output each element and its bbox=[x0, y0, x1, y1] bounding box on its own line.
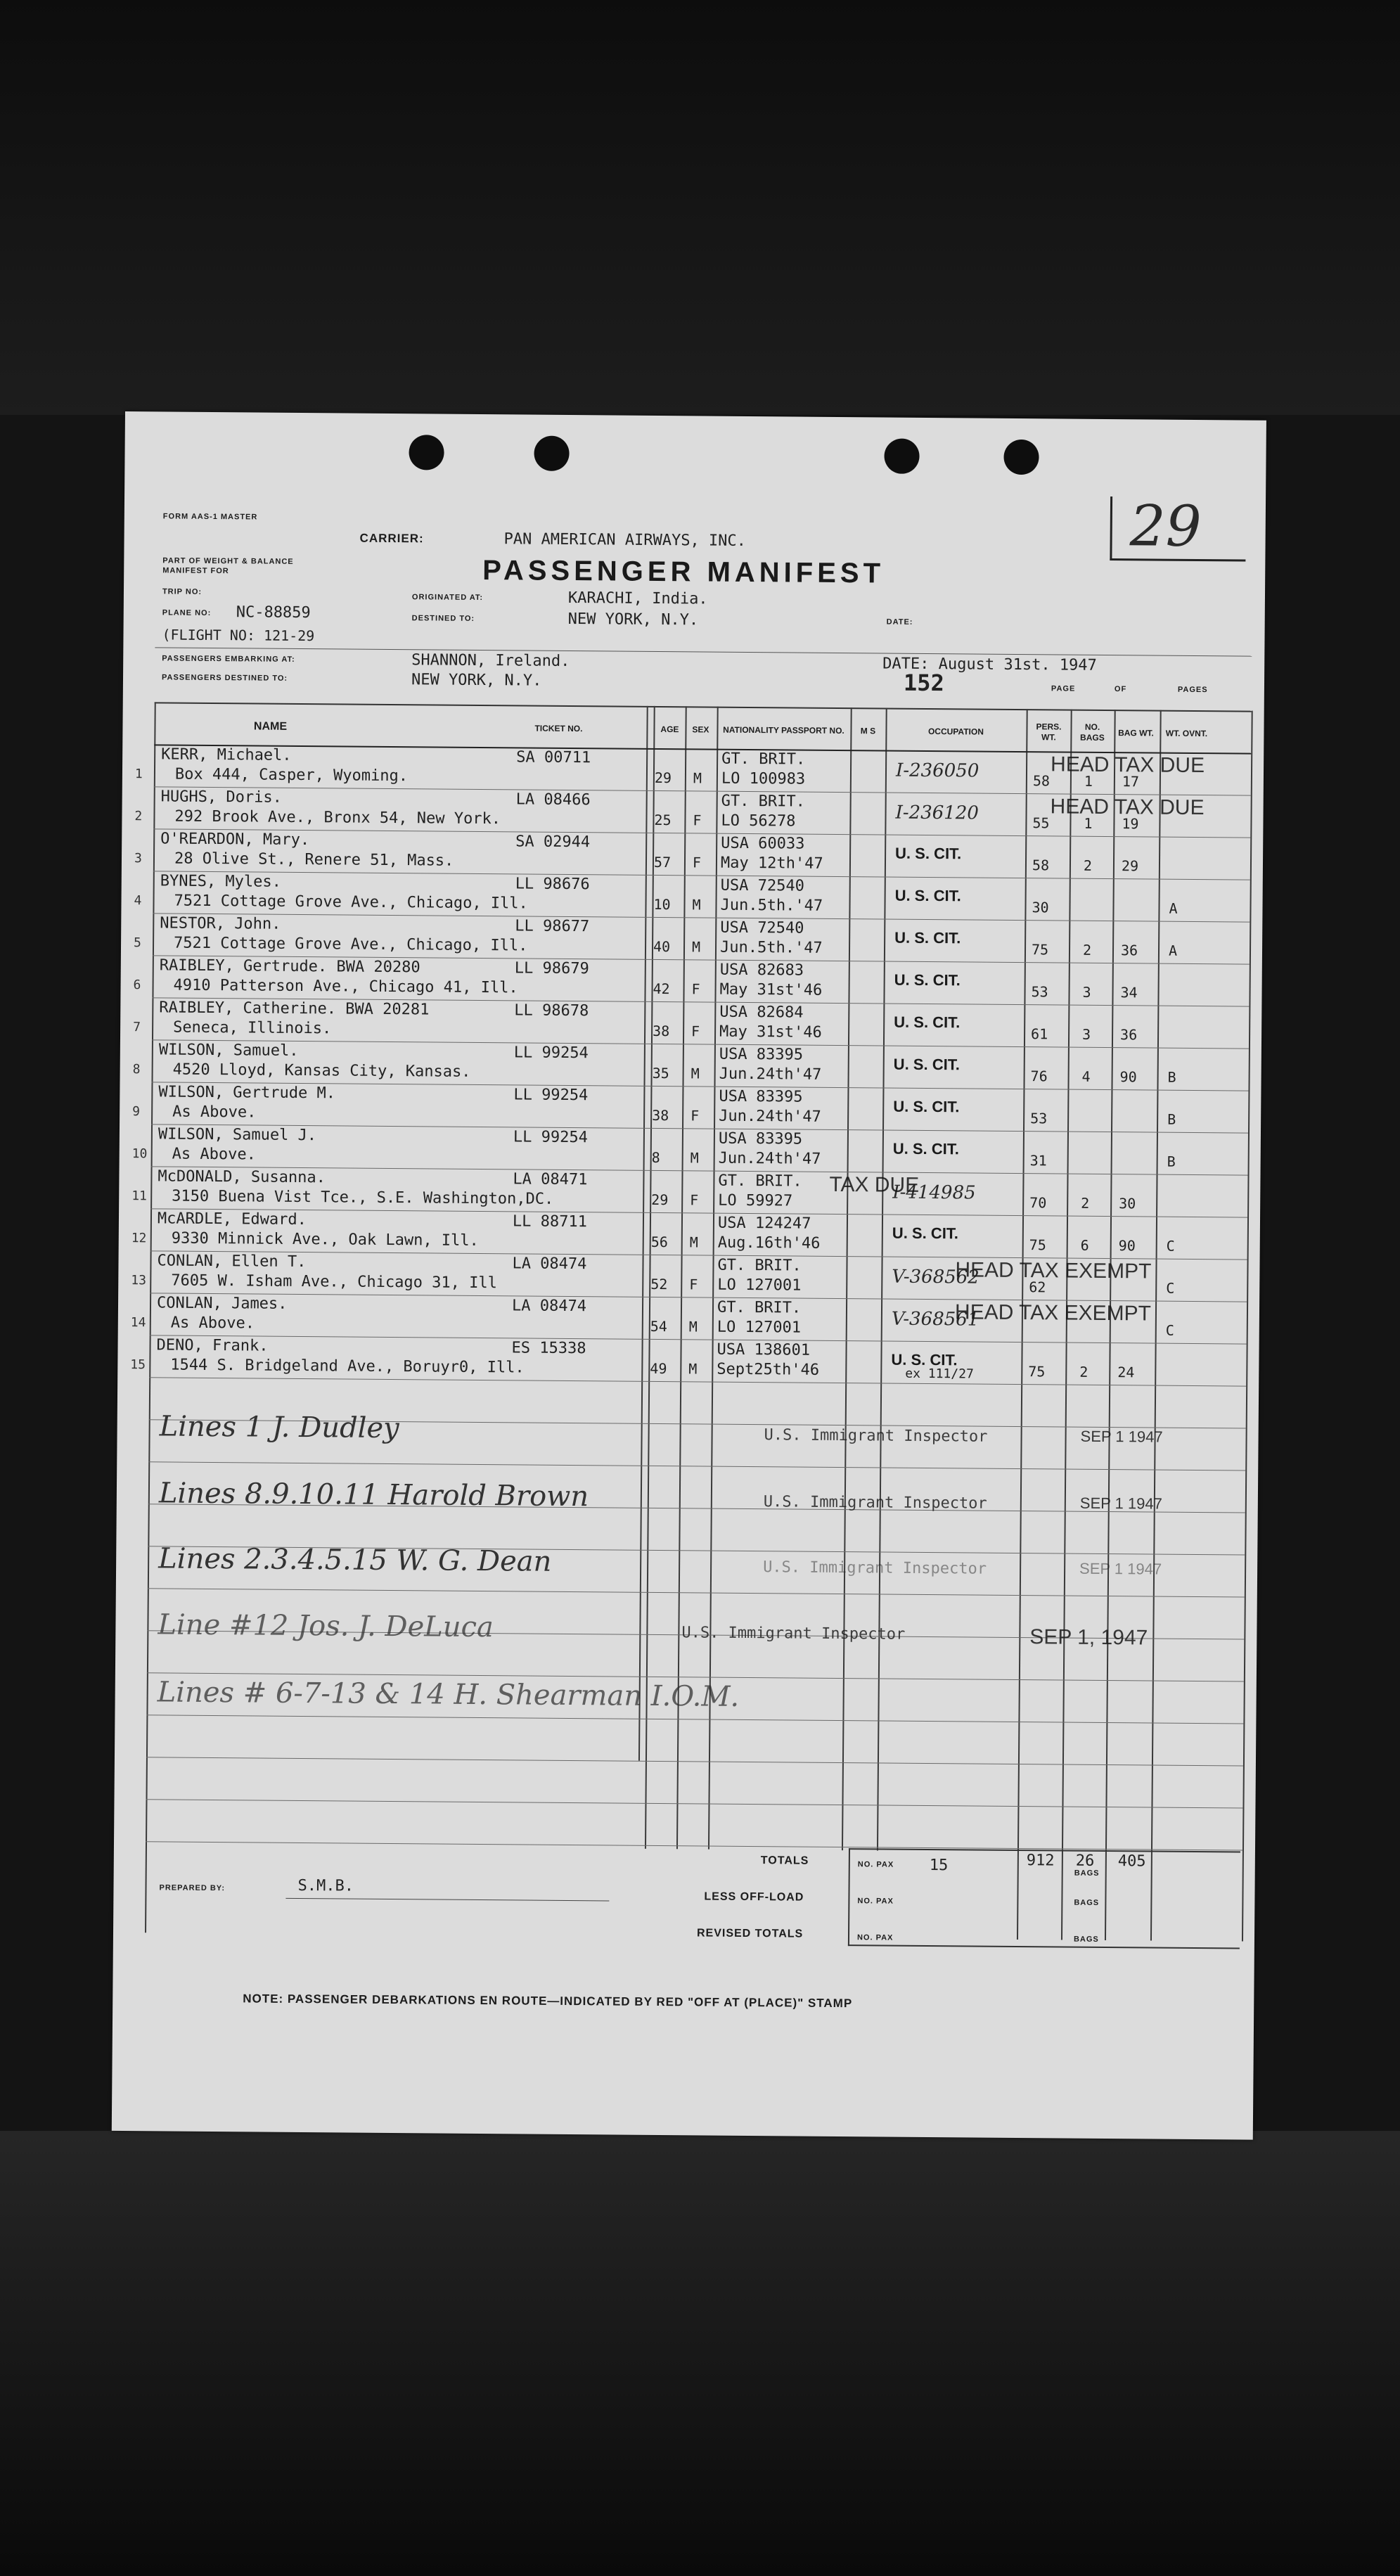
occupation-note: ex 111/27 bbox=[905, 1366, 974, 1382]
of-label: OF bbox=[1114, 685, 1127, 694]
totals-label: TOTALS bbox=[760, 1854, 809, 1867]
age: 49 bbox=[650, 1359, 667, 1378]
bag-weight: 19 bbox=[1122, 815, 1139, 833]
manifest-date: DATE: August 31st. 1947 bbox=[882, 655, 1097, 674]
inspector-signature: Line #12 Jos. J. DeLuca bbox=[158, 1608, 494, 1644]
row-number: 3 bbox=[134, 851, 142, 866]
head-tax-stamp: HEAD TAX EXEMPT bbox=[954, 1300, 1152, 1326]
bag-weight: 90 bbox=[1119, 1068, 1137, 1086]
age: 38 bbox=[652, 1106, 669, 1124]
passenger-address: Box 444, Casper, Wyoming. bbox=[174, 765, 409, 786]
age: 25 bbox=[654, 811, 672, 829]
pers-weight: 55 bbox=[1032, 814, 1050, 832]
age: 52 bbox=[650, 1275, 668, 1293]
passport-number: Sept25th'46 bbox=[717, 1360, 820, 1379]
nationality: USA 72540 bbox=[720, 918, 804, 937]
col-wt-ovnt: WT. OVNT. bbox=[1165, 728, 1208, 738]
age: 35 bbox=[652, 1064, 669, 1082]
row-number: 9 bbox=[132, 1104, 141, 1120]
bag-count: 1 bbox=[1084, 772, 1093, 790]
ticket-number: LL 99254 bbox=[513, 1044, 589, 1063]
passenger-address: Seneca, Illinois. bbox=[173, 1018, 332, 1038]
row-number: 11 bbox=[131, 1188, 148, 1204]
col-occupation: OCCUPATION bbox=[927, 726, 984, 737]
passenger-name: WILSON, Gertrude M. bbox=[158, 1083, 336, 1103]
passenger-name: RAIBLEY, Gertrude. BWA 20280 bbox=[159, 956, 420, 977]
manifest-title: PASSENGER MANIFEST bbox=[482, 554, 885, 589]
row-number: 13 bbox=[131, 1273, 147, 1288]
film-background-bottom bbox=[0, 2131, 1400, 2576]
passenger-address: 1544 S. Bridgeland Ave., Boruyr0, Ill. bbox=[170, 1356, 525, 1377]
ticket-number: LA 08474 bbox=[512, 1255, 587, 1274]
row-number: 6 bbox=[133, 978, 141, 993]
passport-number: Jun.24th'47 bbox=[719, 1107, 821, 1126]
footer-note: NOTE: PASSENGER DEBARKATIONS EN ROUTE—INDICATED BY RED "OFF AT (PLACE)" STAMP bbox=[243, 1992, 853, 2011]
inspector-signature: Lines # 6-7-13 & 14 H. Shearman I.O.M. bbox=[157, 1676, 740, 1713]
passport-number: LO 100983 bbox=[721, 769, 806, 788]
overnight-code: C bbox=[1165, 1321, 1174, 1339]
occupation: U. S. CIT. bbox=[894, 928, 961, 947]
sex: M bbox=[689, 1233, 698, 1251]
col-ticket: TICKET NO. bbox=[534, 723, 583, 733]
passenger-address: 4910 Patterson Ave., Chicago 41, Ill. bbox=[173, 976, 518, 997]
passenger-address: 4520 Lloyd, Kansas City, Kansas. bbox=[172, 1060, 471, 1081]
passenger-name: WILSON, Samuel. bbox=[158, 1041, 299, 1060]
occupation: V-368561 bbox=[891, 1308, 980, 1331]
occupation: U. S. CIT. bbox=[892, 1224, 959, 1243]
sex: M bbox=[688, 1318, 698, 1335]
pages-label: PAGES bbox=[1177, 685, 1208, 695]
nationality: GT. BRIT. bbox=[717, 1298, 802, 1317]
sex: M bbox=[693, 769, 702, 787]
passenger-address: As Above. bbox=[172, 1103, 257, 1122]
pers-weight: 53 bbox=[1030, 1110, 1048, 1127]
passport-number: May 31st'46 bbox=[719, 1023, 822, 1042]
sex: F bbox=[692, 854, 702, 871]
nationality: USA 60033 bbox=[721, 834, 805, 853]
inspector-title: U.S. Immigrant Inspector bbox=[764, 1426, 988, 1446]
row-number: 8 bbox=[132, 1062, 141, 1077]
passport-number: Jun.24th'47 bbox=[718, 1149, 821, 1168]
sex: F bbox=[693, 812, 702, 829]
flight-no: (FLIGHT NO: 121-29 bbox=[162, 626, 315, 645]
total-bags: 26 bbox=[1075, 1852, 1095, 1870]
sex: F bbox=[691, 1023, 700, 1040]
age: 42 bbox=[653, 980, 670, 998]
pers-weight: 53 bbox=[1031, 983, 1048, 1001]
occupation: U. S. CIT. bbox=[893, 1055, 960, 1074]
bag-weight: 17 bbox=[1122, 773, 1140, 790]
nationality: USA 83395 bbox=[718, 1129, 803, 1148]
inspector-signature: Lines 2.3.4.5.15 W. G. Dean bbox=[158, 1542, 552, 1578]
nationality: USA 138601 bbox=[717, 1340, 811, 1359]
ticket-number: SA 02944 bbox=[515, 833, 591, 852]
overnight-code: A bbox=[1168, 942, 1178, 959]
destined-label: DESTINED TO: bbox=[411, 614, 475, 623]
overnight-code: B bbox=[1167, 1110, 1176, 1128]
bags-label: BAGS bbox=[1073, 1935, 1099, 1944]
passenger-name: NESTOR, John. bbox=[160, 914, 281, 933]
inspector-title: U.S. Immigrant Inspector bbox=[763, 1493, 987, 1513]
row-number: 4 bbox=[134, 893, 142, 909]
row-number: 1 bbox=[134, 767, 143, 782]
pers-weight: 58 bbox=[1032, 772, 1051, 790]
row-number: 15 bbox=[130, 1357, 146, 1373]
passenger-name: BYNES, Myles. bbox=[160, 872, 282, 891]
total-pers-wt: 912 bbox=[1026, 1852, 1055, 1870]
pers-weight: 62 bbox=[1029, 1279, 1046, 1296]
bags-label: BAGS bbox=[1074, 1898, 1100, 1907]
passport-number: Jun.5th.'47 bbox=[719, 938, 823, 957]
nationality: GT. BRIT. bbox=[717, 1256, 802, 1275]
embarking: SHANNON, Ireland. bbox=[411, 651, 570, 670]
overnight-code: C bbox=[1166, 1237, 1175, 1255]
passport-number: LO 59927 bbox=[718, 1191, 793, 1210]
sex: M bbox=[691, 1065, 700, 1082]
occupation: I-236050 bbox=[895, 760, 980, 782]
bag-count: 2 bbox=[1079, 1363, 1088, 1380]
nationality: USA 83395 bbox=[719, 1045, 804, 1064]
occupation: U. S. CIT. bbox=[891, 1350, 958, 1369]
rule bbox=[155, 647, 1252, 656]
ticket-number: LL 88711 bbox=[512, 1212, 588, 1231]
bag-count: 2 bbox=[1081, 1194, 1090, 1212]
sex: F bbox=[689, 1276, 698, 1293]
bag-count: 6 bbox=[1080, 1236, 1089, 1254]
bag-count: 1 bbox=[1084, 814, 1093, 832]
page-of: 152 bbox=[903, 669, 944, 697]
nationality: USA 83395 bbox=[719, 1087, 803, 1106]
ticket-number: LA 08471 bbox=[513, 1170, 588, 1189]
occupation: U. S. CIT. bbox=[893, 1097, 960, 1116]
manifest-sheet bbox=[112, 411, 1266, 2140]
overnight-code: B bbox=[1167, 1153, 1176, 1170]
passenger-address: 3150 Buena Vist Tce., S.E. Washington,DC. bbox=[172, 1187, 554, 1208]
pers-weight: 30 bbox=[1032, 899, 1049, 916]
passenger-name: HUGHS, Doris. bbox=[160, 788, 282, 807]
ticket-number: LL 98677 bbox=[515, 917, 590, 936]
occupation: I-236120 bbox=[895, 802, 979, 824]
film-background-top bbox=[0, 0, 1400, 415]
passenger-address: 292 Brook Ave., Bronx 54, New York. bbox=[174, 807, 501, 828]
passenger-address: 7521 Cottage Grove Ave., Chicago, Ill. bbox=[174, 892, 528, 913]
nationality: GT. BRIT. bbox=[718, 1172, 802, 1191]
bag-count: 3 bbox=[1082, 983, 1091, 1001]
row-number: 12 bbox=[131, 1231, 147, 1246]
ticket-number: LA 08474 bbox=[511, 1297, 587, 1316]
col-ms: M S bbox=[860, 725, 876, 736]
age: 57 bbox=[653, 853, 672, 871]
col-name: NAME bbox=[253, 719, 288, 733]
inspector-title: U.S. Immigrant Inspector bbox=[681, 1624, 906, 1643]
pers-weight: 75 bbox=[1028, 1363, 1046, 1380]
total-bag-wt: 405 bbox=[1117, 1852, 1146, 1871]
page-number: 29 bbox=[1129, 493, 1202, 560]
occupation: U. S. CIT. bbox=[894, 886, 961, 905]
punch-hole bbox=[534, 436, 569, 471]
occupation: U. S. CIT. bbox=[895, 844, 962, 863]
ticket-number: LL 99254 bbox=[513, 1128, 588, 1147]
ticket-number: LL 98679 bbox=[514, 959, 589, 978]
bag-count: 2 bbox=[1083, 857, 1093, 874]
passenger-name: WILSON, Samuel J. bbox=[158, 1125, 317, 1145]
embarking-label: PASSENGERS EMBARKING AT: bbox=[162, 654, 295, 664]
less-offload-label: LESS OFF-LOAD bbox=[704, 1890, 804, 1904]
age: 29 bbox=[651, 1191, 669, 1209]
passenger-address: As Above. bbox=[172, 1145, 257, 1164]
occupation: U. S. CIT. bbox=[894, 970, 961, 989]
inspection-date: SEP 1, 1947 bbox=[1029, 1625, 1148, 1650]
carrier-name: PAN AMERICAN AIRWAYS, INC. bbox=[503, 530, 747, 550]
nationality: USA 82683 bbox=[719, 961, 804, 980]
bag-count: 2 bbox=[1082, 941, 1092, 959]
col-pers-wt: PERS. WT. bbox=[1036, 722, 1062, 743]
passenger-name: O'REARDON, Mary. bbox=[160, 830, 310, 850]
age: 38 bbox=[653, 1022, 670, 1040]
col-nationality: NATIONALITY PASSPORT NO. bbox=[723, 724, 845, 736]
row-number: 2 bbox=[134, 809, 143, 824]
ticket-number: LL 98676 bbox=[515, 875, 590, 894]
no-pax-label: NO. PAX bbox=[856, 1933, 894, 1942]
no-pax-label: NO. PAX bbox=[857, 1897, 894, 1906]
passenger-name: RAIBLEY, Catherine. BWA 20281 bbox=[159, 999, 430, 1019]
passenger-name: McARDLE, Edward. bbox=[157, 1210, 307, 1229]
nationality: GT. BRIT. bbox=[721, 792, 805, 811]
pers-weight: 76 bbox=[1030, 1068, 1048, 1085]
pers-weight: 75 bbox=[1029, 1236, 1046, 1254]
col-sex: SEX bbox=[692, 724, 709, 735]
ticket-number: SA 00711 bbox=[516, 748, 591, 767]
col-bag-wt: BAG WT. bbox=[1118, 727, 1154, 738]
bag-weight: 34 bbox=[1120, 984, 1138, 1001]
age: 8 bbox=[651, 1148, 660, 1167]
sex: M bbox=[692, 896, 701, 914]
pax-destined: NEW YORK, N.Y. bbox=[411, 671, 542, 690]
age: 40 bbox=[653, 937, 671, 956]
inspection-date: SEP 1 1947 bbox=[1079, 1494, 1162, 1513]
age: 54 bbox=[650, 1317, 667, 1335]
head-tax-stamp: HEAD TAX DUE bbox=[1050, 795, 1205, 820]
bag-weight: 24 bbox=[1117, 1364, 1135, 1381]
passport-number: Aug.16th'46 bbox=[717, 1233, 821, 1252]
age: 10 bbox=[653, 895, 671, 914]
bag-weight: 36 bbox=[1119, 1026, 1138, 1044]
row-number: 5 bbox=[133, 935, 141, 951]
age: 29 bbox=[654, 769, 672, 787]
originated: KARACHI, India. bbox=[567, 589, 708, 608]
page-label: PAGE bbox=[1051, 684, 1076, 693]
form-id: FORM AAS-1 MASTER bbox=[162, 512, 258, 522]
sex: F bbox=[690, 1191, 699, 1209]
passenger-address: 7605 W. Isham Ave., Chicago 31, Ill bbox=[171, 1271, 497, 1293]
passenger-name: McDONALD, Susanna. bbox=[158, 1167, 326, 1187]
total-pax: 15 bbox=[929, 1857, 949, 1875]
passport-number: May 31st'46 bbox=[719, 980, 823, 999]
sex: M bbox=[691, 938, 701, 956]
prepared-by-label: PREPARED BY: bbox=[159, 1883, 226, 1893]
passenger-name: DENO, Frank. bbox=[156, 1336, 269, 1355]
plane-no-label: PLANE NO: bbox=[162, 608, 212, 617]
passenger-address: As Above. bbox=[170, 1314, 255, 1333]
inspector-signature: Lines 1 J. Dudley bbox=[159, 1410, 399, 1445]
bag-weight: 30 bbox=[1119, 1195, 1136, 1212]
sex: M bbox=[690, 1149, 699, 1167]
pax-destined-label: PASSENGERS DESTINED TO: bbox=[161, 673, 288, 683]
nationality: USA 124247 bbox=[717, 1214, 811, 1233]
inspector-signature: Lines 8.9.10.11 Harold Brown bbox=[158, 1477, 589, 1513]
pers-weight: 31 bbox=[1029, 1152, 1047, 1170]
passport-number: LO 127001 bbox=[717, 1318, 802, 1337]
pers-weight: 70 bbox=[1029, 1194, 1047, 1212]
passenger-address: 9330 Minnick Ave., Oak Lawn, Ill. bbox=[171, 1229, 479, 1250]
bags-label: BAGS bbox=[1074, 1869, 1100, 1878]
no-pax-label: NO. PAX bbox=[857, 1860, 894, 1869]
bag-weight: 36 bbox=[1120, 942, 1138, 959]
bag-weight: 90 bbox=[1118, 1237, 1136, 1255]
nationality: USA 82684 bbox=[719, 1003, 804, 1022]
carrier-label: CARRIER: bbox=[359, 531, 424, 546]
originated-label: ORIGINATED AT: bbox=[411, 593, 484, 603]
passenger-address: 28 Olive St., Renere 51, Mass. bbox=[174, 850, 454, 870]
overnight-code: C bbox=[1166, 1279, 1175, 1297]
ticket-number: LA 08466 bbox=[515, 790, 591, 809]
prepared-by: S.M.B. bbox=[297, 1876, 354, 1895]
pers-weight: 61 bbox=[1030, 1025, 1048, 1043]
passenger-name: CONLAN, Ellen T. bbox=[157, 1252, 307, 1271]
passport-number: Jun.5th.'47 bbox=[720, 896, 823, 915]
destined: NEW YORK, N.Y. bbox=[567, 610, 699, 629]
occupation: V-368562 bbox=[892, 1266, 980, 1288]
overnight-code: A bbox=[1169, 899, 1178, 917]
punch-hole bbox=[884, 438, 919, 473]
passport-number: May 12th'47 bbox=[720, 854, 823, 873]
head-tax-stamp: HEAD TAX EXEMPT bbox=[955, 1258, 1152, 1283]
col-age: AGE bbox=[660, 724, 679, 734]
ticket-number: LL 99254 bbox=[513, 1086, 589, 1105]
plane-no: NC-88859 bbox=[236, 603, 311, 622]
row-number: 14 bbox=[130, 1315, 146, 1331]
ticket-number: ES 15338 bbox=[511, 1339, 586, 1358]
passenger-address: 7521 Cottage Grove Ave., Chicago, Ill. bbox=[173, 934, 528, 955]
head-tax-stamp: HEAD TAX DUE bbox=[1050, 752, 1205, 778]
sex: M bbox=[688, 1360, 698, 1378]
pers-weight: 75 bbox=[1031, 941, 1049, 959]
head-tax-stamp: TAX DUE bbox=[829, 1172, 920, 1197]
row-number: 7 bbox=[133, 1020, 141, 1035]
nationality: GT. BRIT. bbox=[721, 750, 806, 769]
bag-count: 3 bbox=[1081, 1025, 1091, 1043]
ticket-number: LL 98678 bbox=[514, 1001, 589, 1020]
sex: F bbox=[691, 1107, 700, 1124]
inspection-date: SEP 1 1947 bbox=[1079, 1559, 1162, 1578]
date-label: DATE: bbox=[886, 617, 913, 627]
age: 56 bbox=[650, 1233, 668, 1251]
passport-number: LO 56278 bbox=[721, 812, 796, 831]
part-of-label: PART OF WEIGHT & BALANCE MANIFEST FOR bbox=[162, 556, 294, 576]
passport-number: Jun.24th'47 bbox=[719, 1065, 822, 1084]
bag-count: 4 bbox=[1081, 1068, 1091, 1085]
trip-no-label: TRIP NO: bbox=[162, 587, 203, 596]
passport-number: LO 127001 bbox=[717, 1276, 802, 1295]
bag-weight: 29 bbox=[1121, 857, 1139, 875]
inspection-date: SEP 1 1947 bbox=[1080, 1427, 1163, 1446]
nationality: USA 72540 bbox=[720, 876, 805, 895]
passenger-name: KERR, Michael. bbox=[161, 745, 292, 764]
occupation: U. S. CIT. bbox=[894, 1013, 961, 1032]
occupation: I-414985 bbox=[892, 1181, 976, 1204]
overnight-code: B bbox=[1167, 1068, 1176, 1086]
revised-totals-label: REVISED TOTALS bbox=[696, 1927, 804, 1940]
passenger-name: CONLAN, James. bbox=[156, 1294, 288, 1313]
col-no-bags: NO. BAGS bbox=[1080, 722, 1105, 743]
occupation: U. S. CIT. bbox=[892, 1139, 960, 1158]
inspector-title: U.S. Immigrant Inspector bbox=[763, 1558, 987, 1578]
row-number: 10 bbox=[131, 1146, 148, 1162]
punch-hole bbox=[1003, 440, 1039, 475]
pers-weight: 58 bbox=[1032, 857, 1050, 874]
punch-hole bbox=[409, 435, 444, 470]
sex: F bbox=[691, 980, 700, 998]
